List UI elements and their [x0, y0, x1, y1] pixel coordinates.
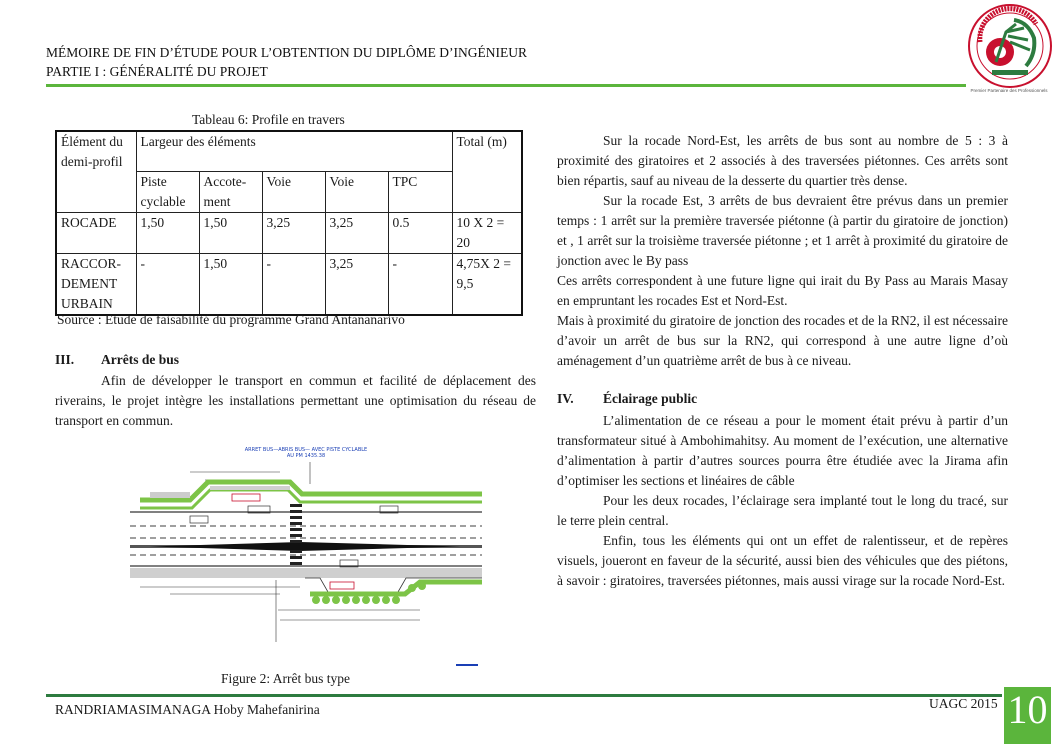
footer-divider — [46, 694, 1002, 697]
table-subheader: Voie — [262, 171, 325, 212]
bus-stop-drawing — [130, 442, 482, 670]
page-header — [46, 43, 527, 81]
section-title: Arrêts de bus — [101, 352, 179, 367]
school-logo-icon — [966, 2, 1053, 98]
table-row — [56, 212, 522, 253]
table-subheader: Accote-ment — [199, 171, 262, 212]
table-subheader: Voie — [325, 171, 388, 212]
paragraph: L’alimentation de ce réseau a pour le moment était prévu à partir d’un transformateur situé à Ambohimahitsy. Au moment de l’exécution, une alternative d’alimentation à partir d’autres sources pourra être étudiée avec la Jirama afin d’optimiser les sections et linéaires de câble — [557, 413, 1008, 488]
table-cell: 1,50 — [199, 212, 262, 253]
section-heading-arrets — [55, 352, 179, 368]
footer-author: RANDRIAMASIMANAGA Hoby Mahefanirina — [55, 702, 320, 717]
paragraph: Sur la rocade Nord-Est, les arrêts de bus sont au nombre de 5 : 3 à proximité des giratoires et 2 associés à des traversées piétonnes. Ces arrêts sont bien répartis, sauf au niveau de la desserte du quartier très dense. — [557, 133, 1008, 188]
table-cell: 4,75X 2 = 9,5 — [452, 253, 522, 315]
table-cell: - — [262, 253, 325, 315]
table-cell: - — [136, 253, 199, 315]
table-header-total: Total (m) — [452, 131, 522, 212]
table-cell: 3,25 — [325, 212, 388, 253]
right-column-text — [557, 131, 1008, 371]
paragraph: Mais à proximité du giratoire de jonction des rocades et de la RN2, il est nécessaire d’avoir un arrêt de bus sur la RN2, qui correspond à une autre ligne d’où aménagement d’un quatrième arrêt de bus à ce niveau. — [557, 313, 1008, 368]
figure-caption: Figure 2: Arrêt bus type — [221, 671, 350, 686]
table-cell: RACCOR-DEMENT URBAIN — [56, 253, 136, 315]
table-cell: ROCADE — [56, 212, 136, 253]
table-row — [56, 253, 522, 315]
header-subtitle: PARTIE I : GÉNÉRALITÉ DU PROJET — [46, 64, 268, 79]
paragraph: Afin de développer le transport en commun et facilité de déplacement des riverains, le projet intègre les installations permettant une optimisation du réseau de transport en commun. — [55, 373, 536, 428]
paragraph: Ces arrêts correspondent à une future ligne qui irait du By Pass au Marais Masay en empruntant les rocades Est et Nord-Est. — [557, 273, 1008, 308]
table-cell: 10 X 2 = 20 — [452, 212, 522, 253]
section-heading-eclairage — [557, 391, 697, 407]
header-divider — [46, 84, 966, 87]
table-subheader: TPC — [388, 171, 452, 212]
section-body-eclairage — [557, 411, 1008, 591]
section-body-arrets — [55, 371, 536, 431]
paragraph: Enfin, tous les éléments qui ont un effet de ralentisseur, et de repères visuels, joueront en faveur de la sécurité, aussi bien des véhicules que des piétons, à savoir : giratoires, traversées piétonnes, mais aussi virage sur la rocade Nord-Est. — [557, 533, 1008, 588]
table-subheader: Piste cyclable — [136, 171, 199, 212]
section-number: III. — [55, 352, 75, 367]
table-cell: - — [388, 253, 452, 315]
table-cell: 3,25 — [325, 253, 388, 315]
paragraph: Pour les deux rocades, l’éclairage sera implanté tout le long du tracé, sur le terre plein central. — [557, 493, 1008, 528]
figure-title: ARRET BUS—ABRIS BUS— AVEC PISTE CYCLABLE — [244, 447, 368, 453]
logo-tagline: Premier Partenaire des Professionnels — [970, 88, 1048, 93]
table-cell: 3,25 — [262, 212, 325, 253]
paragraph: Sur la rocade Est, 3 arrêts de bus devraient être prévus dans un premier temps : 1 arrêt sur la première traversée piétonne (à partir du giratoire de jonction) et , 1 arrêt sur la troisième traversée piétonne ; et 1 arrêt à proximité du giratoire de jonction avec le By pass — [557, 193, 1008, 268]
table-source: Source : Etude de faisabilité du programme Grand Antananarivo — [57, 312, 405, 327]
table-cell: 1,50 — [136, 212, 199, 253]
table-header-largeur: Largeur des éléments — [136, 131, 452, 171]
footer-school: UAGC 2015 — [929, 696, 998, 711]
section-title: Éclairage public — [603, 391, 698, 406]
table-cell: 0.5 — [388, 212, 452, 253]
figure-subtitle: AU PM 1435.38 — [286, 453, 326, 459]
table-caption: Tableau 6: Profile en travers — [192, 112, 345, 127]
table-header-element: Élément du demi-profil — [56, 131, 136, 212]
table-cell: 1,50 — [199, 253, 262, 315]
header-title: MÉMOIRE DE FIN D’ÉTUDE POUR L’OBTENTION DU DIPLÔME D’INGÉNIEUR — [46, 45, 527, 60]
section-number: IV. — [557, 391, 574, 406]
profile-table — [55, 130, 523, 316]
page-number: 10 — [1004, 687, 1051, 744]
